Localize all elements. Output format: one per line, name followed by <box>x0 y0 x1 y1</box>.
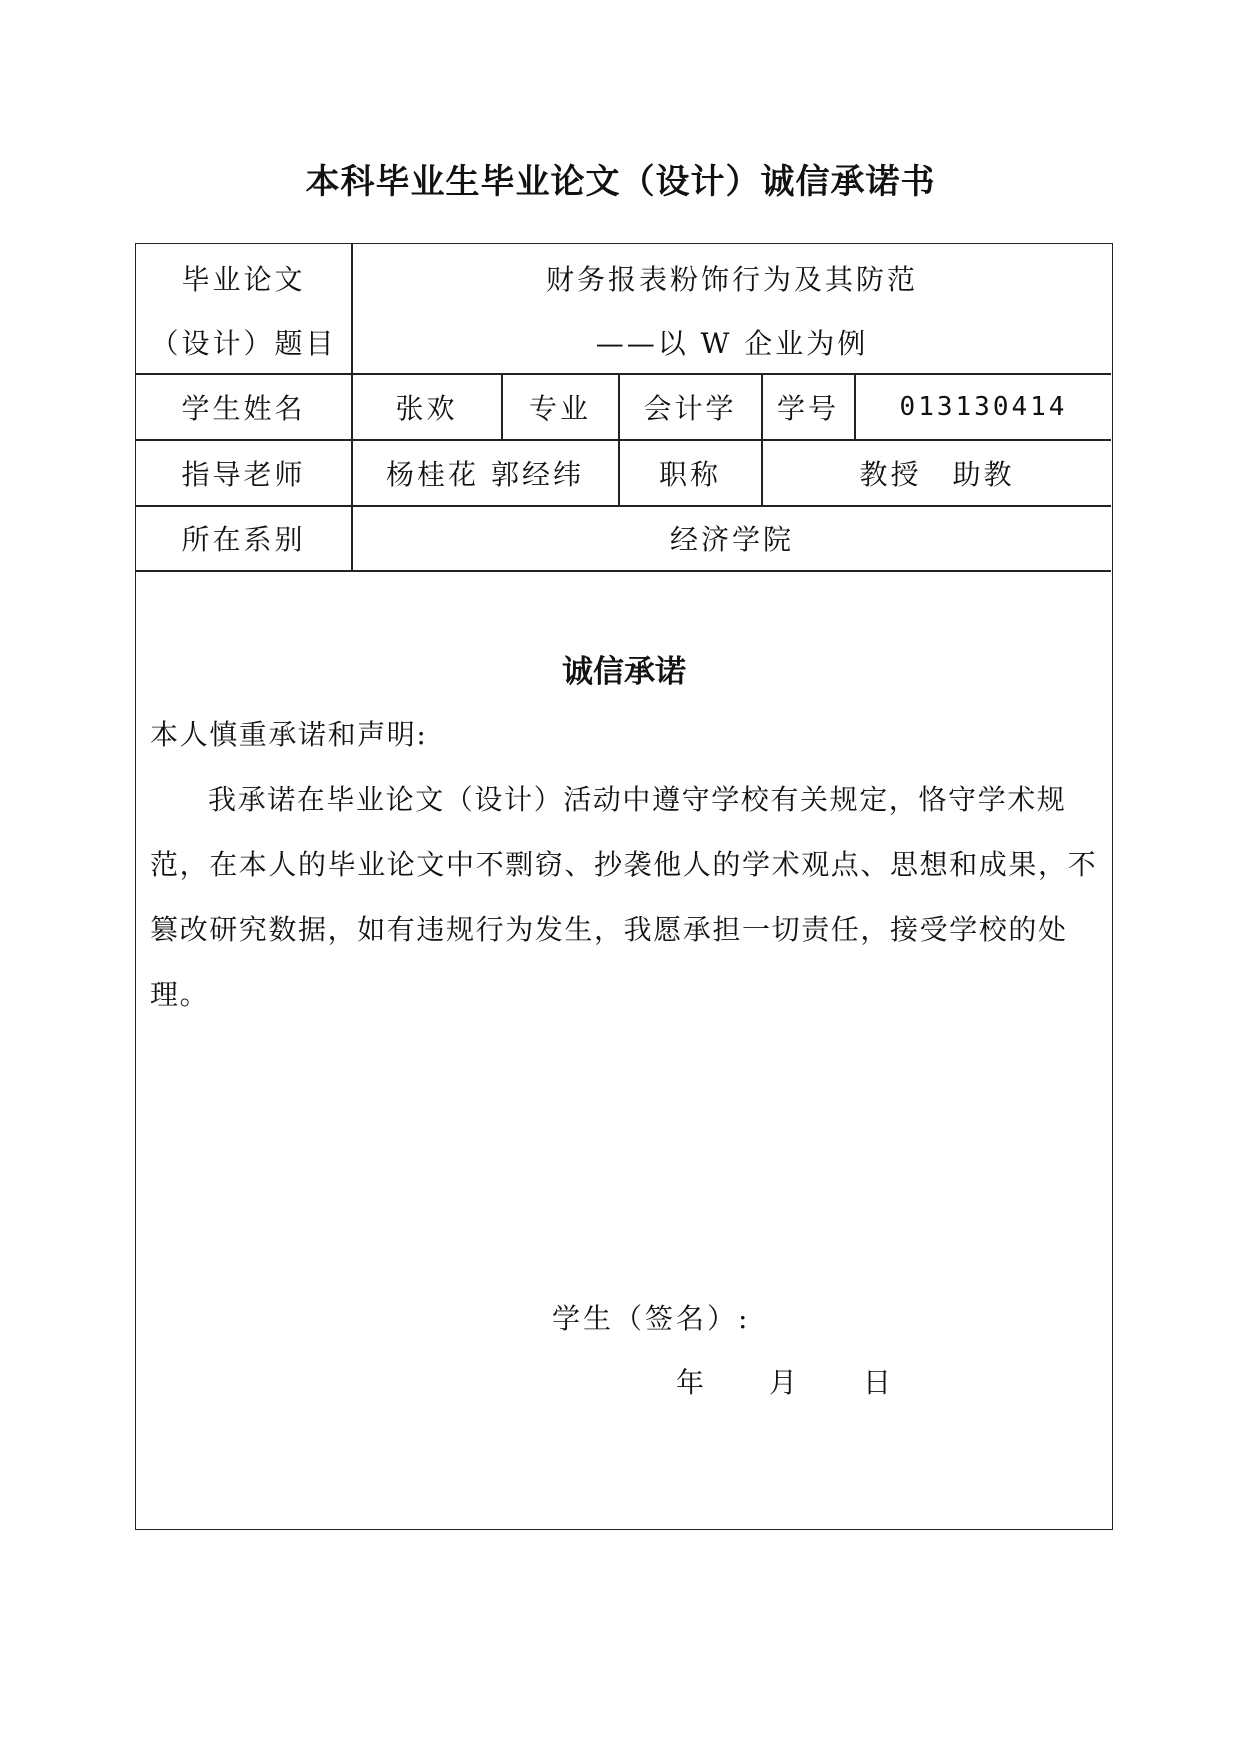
date-year-label: 年 <box>676 1366 708 1399</box>
date-day-label: 日 <box>863 1366 895 1399</box>
department-value: 经济学院 <box>669 523 794 556</box>
major-value: 会计学 <box>643 391 737 425</box>
pledge-intro: 本人慎重承诺和声明: <box>150 718 428 751</box>
pledge-form <box>135 243 1113 1530</box>
department-label: 所在系别 <box>181 523 306 556</box>
student-id: 013130414 <box>899 391 1068 422</box>
thesis-label-line1: 毕业论文 <box>181 263 306 296</box>
student-id-label: 学号 <box>776 391 839 425</box>
document-title: 本科毕业生毕业论文（设计）诚信承诺书 <box>305 162 936 202</box>
major-label: 专业 <box>528 391 591 425</box>
thesis-label-line2: （设计）题目 <box>150 327 337 360</box>
pledge-heading: 诚信承诺 <box>562 654 686 690</box>
advisor-titles: 教授 助教 <box>859 457 1015 491</box>
thesis-title-line1: 财务报表粉饰行为及其防范 <box>545 263 918 296</box>
row-divider <box>136 570 1111 572</box>
advisor-names: 杨桂花 郭经纬 <box>386 457 584 491</box>
student-name-label: 学生姓名 <box>181 391 306 425</box>
thesis-title-line2: ——以 W 企业为例 <box>595 327 869 360</box>
advisor-title-label: 职称 <box>658 457 721 491</box>
signature-label: 学生（签名）: <box>552 1302 751 1335</box>
advisor-label: 指导老师 <box>181 457 306 491</box>
date-month-label: 月 <box>769 1366 801 1399</box>
pledge-body: 我承诺在毕业论文（设计）活动中遵守学校有关规定，恪守学术规范，在本人的毕业论文中不剽窃、抄袭他人的学术观点、思想和成果，不篡改研究数据，如有违规行为发生，我愿承担一切责任，接受学校的处理。 <box>150 783 1098 1011</box>
student-name: 张欢 <box>395 391 458 425</box>
